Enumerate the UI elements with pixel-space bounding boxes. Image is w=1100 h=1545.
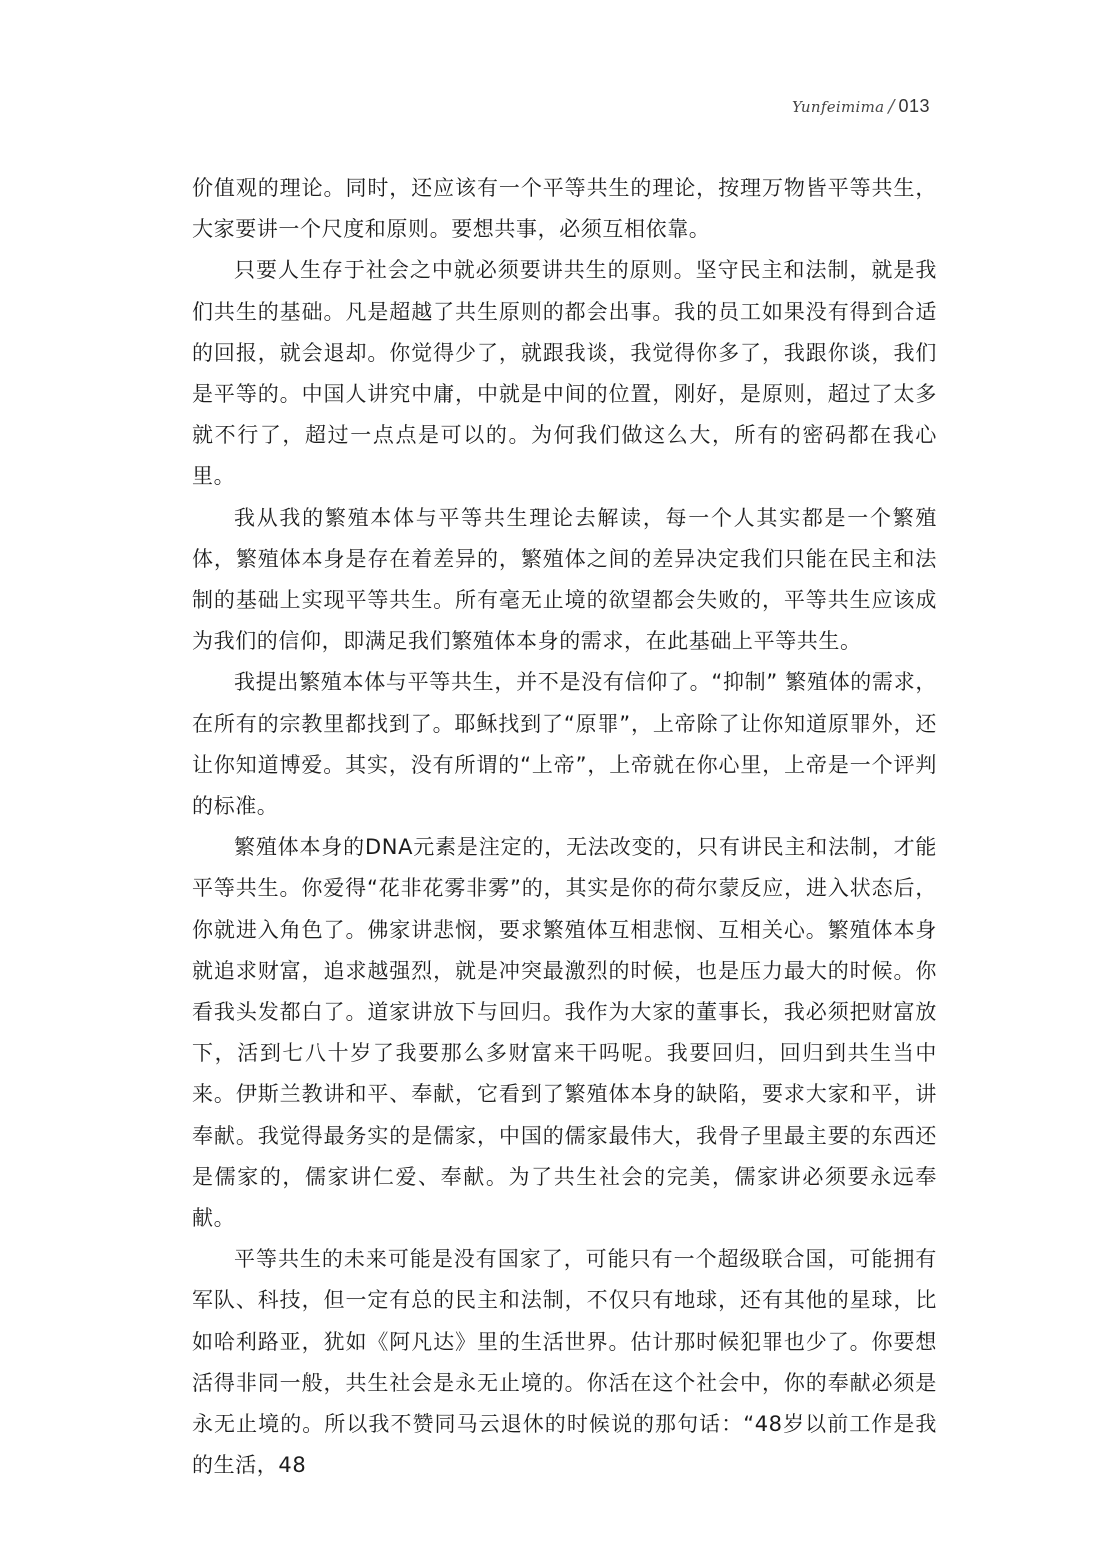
paragraph-continued: 价值观的理论。同时，还应该有一个平等共生的理论，按理万物皆平等共生，大家要讲一个尺度和原则。要想共事，必须互相依靠。: [192, 176, 937, 242]
paragraph: 只要人生存于社会之中就必须要讲共生的原则。坚守民主和法制，就是我们共生的基础。凡是超越了共生原则的都会出事。我的员工如果没有得到合适的回报，就会退却。你觉得少了，就跟我谈，我觉得你多了，我跟你谈，我们是平等的。中国人讲究中庸，中就是中间的位置，刚好，是原则，超过了太多就不行了，超过一点点是可以的。为何我们做这么大，所有的密码都在我心里。: [192, 258, 937, 489]
paragraph: 我从我的繁殖本体与平等共生理论去解读，每一个人其实都是一个繁殖体，繁殖体本身是存在着差异的，繁殖体之间的差异决定我们只能在民主和法制的基础上实现平等共生。所有毫无止境的欲望都会失败的，平等共生应该成为我们的信仰，即满足我们繁殖体本身的需求，在此基础上平等共生。: [192, 505, 937, 654]
body-text: [192, 168, 937, 1487]
page-number: 013: [898, 96, 930, 116]
paragraph: 我提出繁殖本体与平等共生，并不是没有信仰了。“抑制” 繁殖体的需求，在所有的宗教里都找到了。耶稣找到了“原罪”，上帝除了让你知道原罪外，还让你知道博爱。其实，没有所谓的“上帝”，上帝就在你心里，上帝是一个评判的标准。: [192, 670, 937, 819]
header-title: Yunfeimima: [792, 98, 885, 116]
header-separator: /: [888, 96, 895, 117]
running-header: [792, 96, 930, 117]
paragraph: 繁殖体本身的DNA元素是注定的，无法改变的，只有讲民主和法制，才能平等共生。你爱得“花非花雾非雾”的，其实是你的荷尔蒙反应，进入状态后，你就进入角色了。佛家讲悲悯，要求繁殖体互相悲悯、互相关心。繁殖体本身就追求财富，追求越强烈，就是冲突最激烈的时候，也是压力最大的时候。你看我头发都白了。道家讲放下与回归。我作为大家的董事长，我必须把财富放下，活到七八十岁了我要那么多财富来干吗呢。我要回归，回归到共生当中来。伊斯兰教讲和平、奉献，它看到了繁殖体本身的缺陷，要求大家和平，讲奉献。我觉得最务实的是儒家，中国的儒家最伟大，我骨子里最主要的东西还是儒家的，儒家讲仁爱、奉献。为了共生社会的完美，儒家讲必须要永远奉献。: [192, 835, 937, 1231]
paragraph: 平等共生的未来可能是没有国家了，可能只有一个超级联合国，可能拥有军队、科技，但一定有总的民主和法制，不仅只有地球，还有其他的星球，比如哈利路亚，犹如《阿凡达》里的生活世界。估计那时候犯罪也少了。你要想活得非同一般，共生社会是永无止境的。你活在这个社会中，你的奉献必须是永无止境的。所以我不赞同马云退休的时候说的那句话：“48岁以前工作是我的生活，48: [192, 1247, 937, 1478]
